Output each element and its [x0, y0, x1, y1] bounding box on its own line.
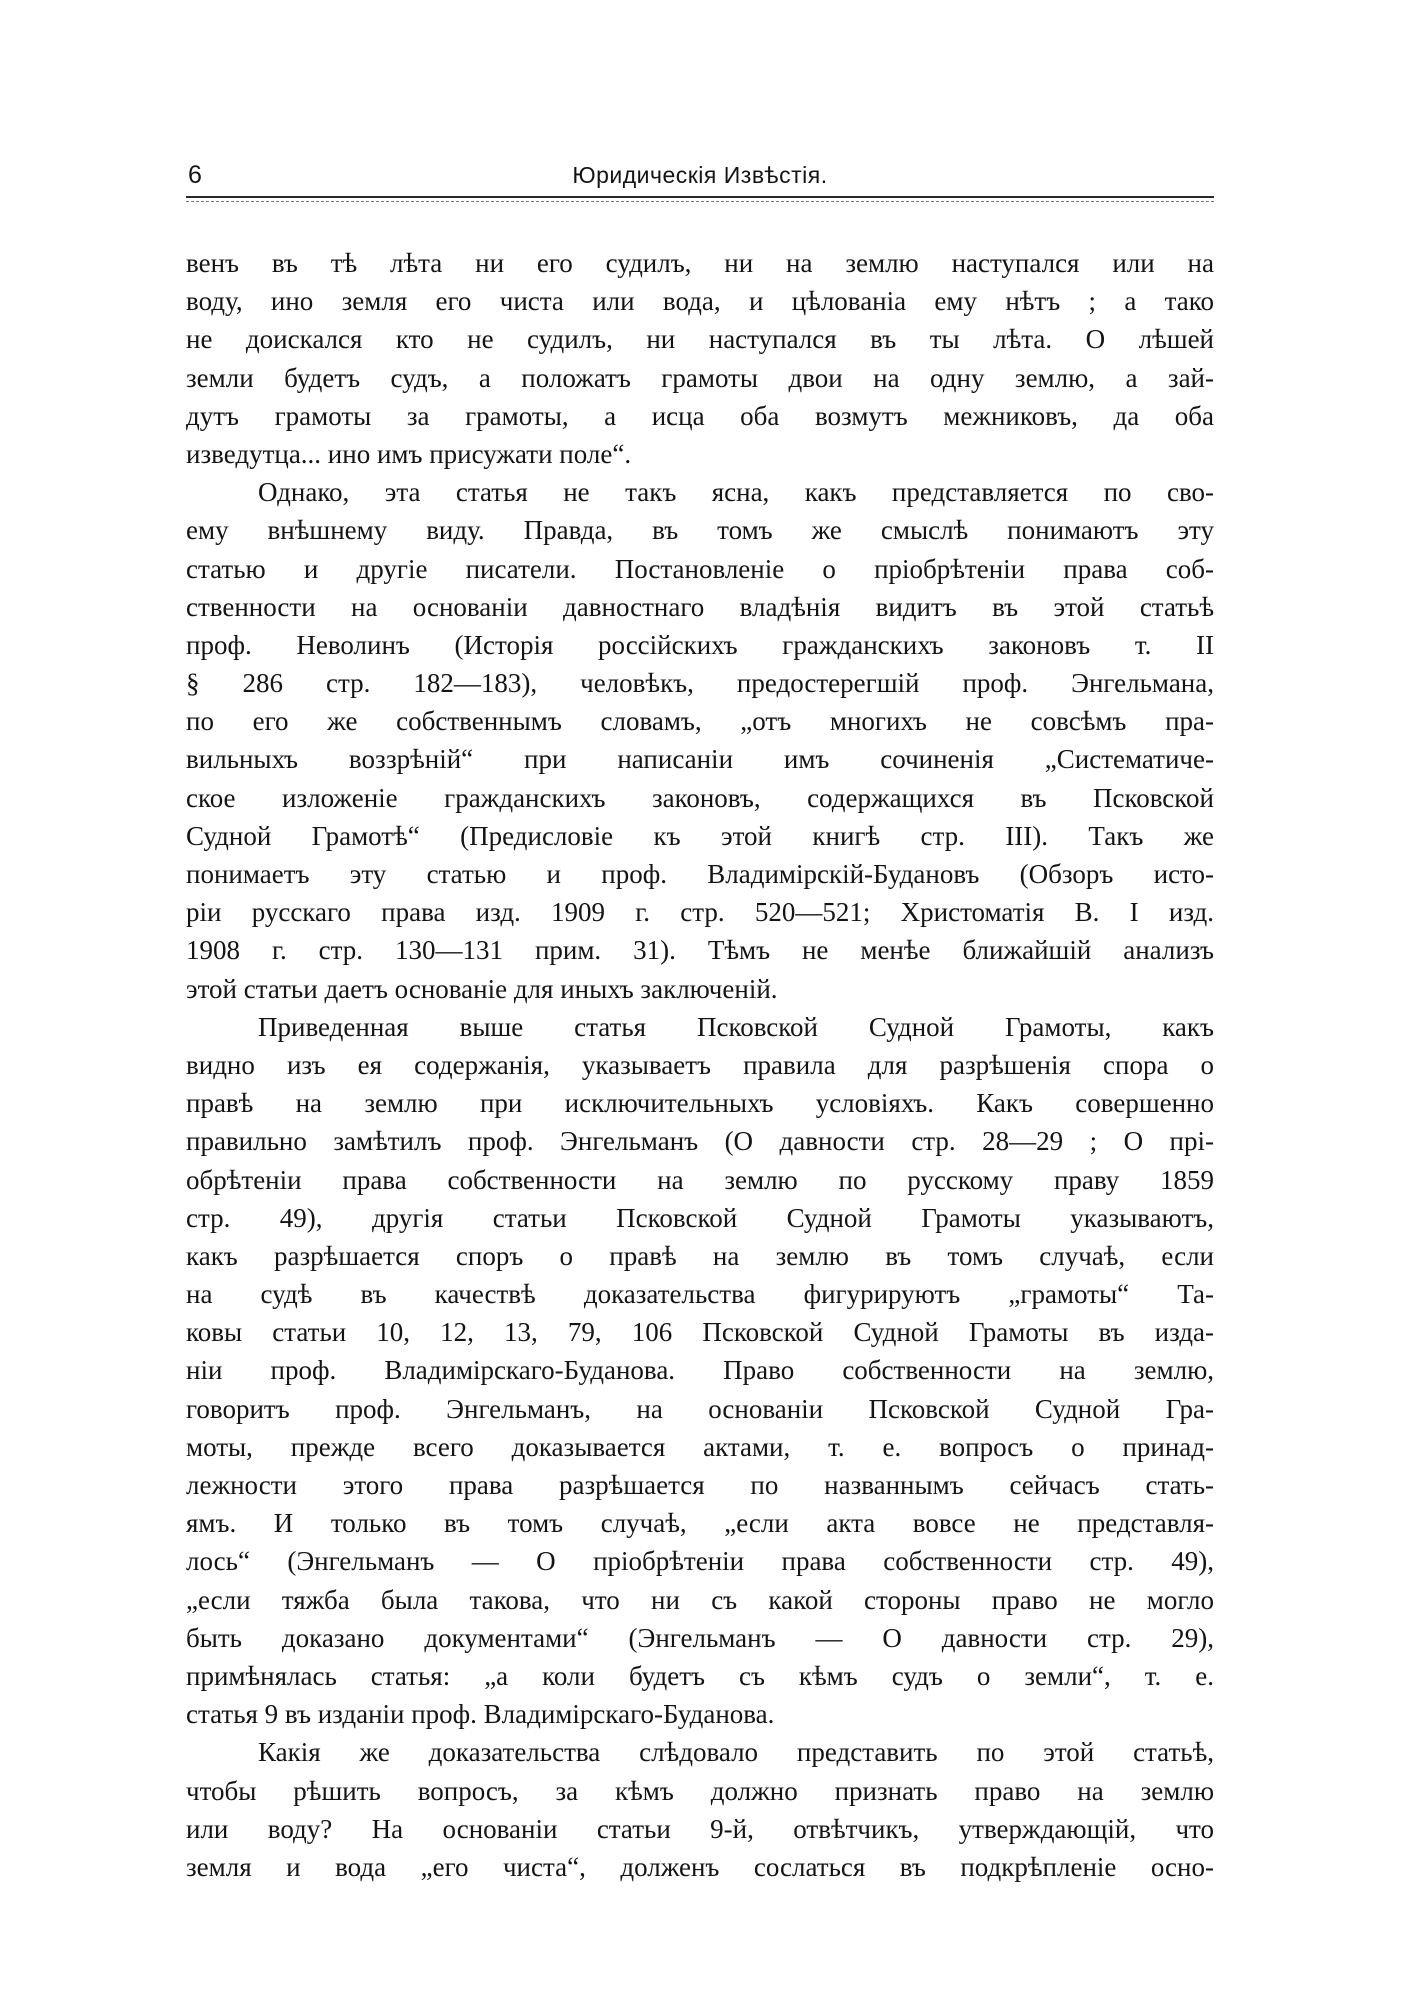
text-line: обрѣтеніи права собственности на землю по русскому праву 1859: [186, 1164, 1214, 1195]
text-line: чтобы рѣшить вопросъ, за кѣмъ должно признать право на землю: [186, 1775, 1214, 1806]
text-line: этой статьи даетъ основаніе для иныхъ заключеній.: [186, 973, 778, 1004]
header-rule: [186, 196, 1214, 198]
journal-title: Юридическія Извѣстія.: [572, 162, 828, 188]
text-line: ственности на основаніи давностнаго владѣнія видитъ въ этой статьѣ: [186, 591, 1214, 622]
text-line: ріи русскаго права изд. 1909 г. стр. 520—521; Христоматія В. I изд.: [186, 897, 1214, 928]
text-line: ніи проф. Владимірскаго-Буданова. Право собственности на землю,: [186, 1355, 1214, 1386]
text-line: 1908 г. стр. 130—131 прим. 31). Тѣмъ не менѣе ближайшій анализъ: [186, 935, 1214, 966]
text-line: стр. 49), другія статьи Псковской Судной Грамоты указываютъ,: [186, 1202, 1214, 1233]
text-line: говоритъ проф. Энгельманъ, на основаніи Псковской Судной Гра-: [186, 1393, 1214, 1424]
text-line: лежности этого права разрѣшается по названнымъ сейчасъ стать-: [186, 1470, 1214, 1500]
text-line: лось“ (Энгельманъ — О пріобрѣтеніи права собственности стр. 49),: [186, 1546, 1214, 1577]
text-line: правильно замѣтилъ проф. Энгельманъ (О давности стр. 28—29 ; О прі-: [186, 1126, 1214, 1157]
text-line: „если тяжба была такова, что ни съ какой стороны право не могло: [186, 1584, 1214, 1615]
text-line: воду, ино земля его чиста или вода, и цѣлованіа ему нѣтъ ; а тако: [186, 286, 1214, 317]
header-rule-secondary: [186, 201, 1214, 202]
text-line: ское изложеніе гражданскихъ законовъ, содержащихся въ Псковской: [186, 782, 1214, 813]
text-line: видно изъ ея содержанія, указываетъ правила для разрѣшенія спора о: [186, 1049, 1214, 1080]
text-line: статья 9 въ изданіи проф. Владимірскаго-Буданова.: [186, 1699, 775, 1730]
text-line: земля и вода „его чиста“, долженъ сослаться въ подкрѣпленіе осно-: [186, 1851, 1214, 1882]
text-line: проф. Неволинъ (Исторія россійскихъ гражданскихъ законовъ т. II: [186, 629, 1214, 660]
text-line: Судной Грамотѣ“ (Предисловіе къ этой книгѣ стр. III). Такъ же: [186, 820, 1214, 851]
text-line: венъ въ тѣ лѣта ни его судилъ, ни на землю наступался или на: [186, 248, 1214, 278]
text-line: ямъ. И только въ томъ случаѣ, „если акта вовсе не представля-: [186, 1508, 1214, 1539]
text-line: правѣ на землю при исключительныхъ условіяхъ. Какъ совершенно: [186, 1088, 1214, 1119]
text-line: по его же собственнымъ словамъ, „отъ многихъ не совсѣмъ пра-: [186, 706, 1214, 737]
text-line: изведутца... ино имъ присужати поле“.: [186, 438, 632, 469]
text-line: примѣнялась статья: „а коли будетъ съ кѣмъ судъ о земли“, т. е.: [186, 1660, 1214, 1691]
paragraph-first-line: Какія же доказательства слѣдовало представить по этой статьѣ,: [258, 1737, 1214, 1768]
text-line: статью и другіе писатели. Постановленіе о пріобрѣтеніи права соб-: [186, 553, 1214, 584]
text-line: моты, прежде всего доказывается актами, т. е. вопросъ о принад-: [186, 1431, 1214, 1462]
text-line: не доискался кто не судилъ, ни наступался въ ты лѣта. О лѣшей: [186, 324, 1214, 355]
body-text: [186, 244, 1214, 1886]
text-line: § 286 стр. 182—183), человѣкъ, предостерегшій проф. Энгельмана,: [186, 668, 1214, 699]
text-line: вильныхъ воззрѣній“ при написаніи имъ сочиненія „Систематиче-: [186, 744, 1214, 775]
document-page: [186, 0, 1214, 1999]
text-line: дутъ грамоты за грамоты, а исца оба возмутъ межниковъ, да оба: [186, 400, 1214, 431]
text-line: или воду? На основаніи статьи 9-й, отвѣтчикъ, утверждающій, что: [186, 1813, 1214, 1844]
paragraph-first-line: Приведенная выше статья Псковской Судной Грамоты, какъ: [258, 1011, 1214, 1042]
text-line: на судѣ въ качествѣ доказательства фигурируютъ „грамоты“ Та-: [186, 1279, 1214, 1310]
text-line: ковы статьи 10, 12, 13, 79, 106 Псковской Судной Грамоты въ изда-: [186, 1317, 1214, 1348]
running-head: [186, 160, 1214, 196]
text-line: быть доказано документами“ (Энгельманъ — О давности стр. 29),: [186, 1622, 1214, 1653]
text-line: понимаетъ эту статью и проф. Владимірскій-Будановъ (Обзоръ исто-: [186, 859, 1214, 889]
text-line: ему внѣшнему виду. Правда, въ томъ же смыслѣ понимаютъ эту: [186, 515, 1214, 546]
paragraph-first-line: Однако, эта статья не такъ ясна, какъ представляется по сво-: [258, 477, 1214, 508]
text-line: земли будетъ судъ, а положатъ грамоты двои на одну землю, а зай-: [186, 362, 1214, 393]
page-number: 6: [188, 161, 202, 189]
text-line: какъ разрѣшается споръ о правѣ на землю въ томъ случаѣ, если: [186, 1240, 1214, 1271]
